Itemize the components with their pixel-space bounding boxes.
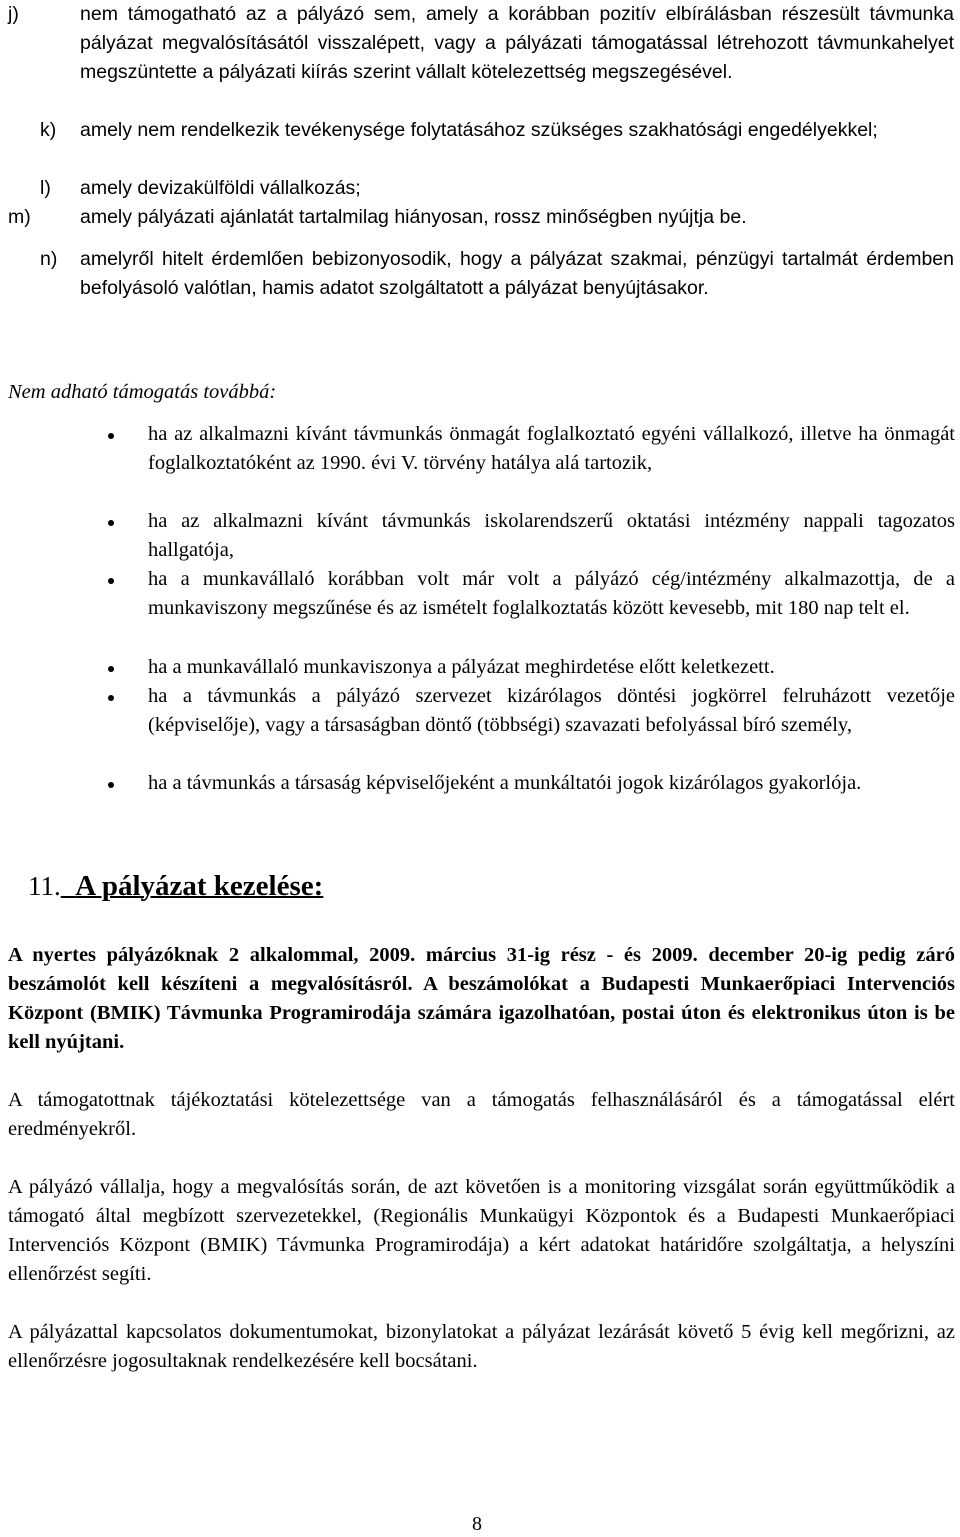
monitoring-paragraph: A pályázó vállalja, hogy a megvalósítás során, de azt követően is a monitoring vizsgálat során együttműködik a támogató által megbízott szervezetekkel, (Regionális Munkaügyi Központok és a Budapesti Munkaerőpiaci Intervenciós Központ (BMIK) Távmunka Programirodája) a kért adatokat határidőre szolgáltatja, a helyszíni ellenőrzést segíti. xyxy=(8,1176,955,1285)
list-item-n xyxy=(8,245,954,303)
bullet-item xyxy=(108,653,955,682)
bullet-item xyxy=(108,769,955,798)
bullet-item xyxy=(108,682,955,740)
list-text: amely devizakülföldi vállalkozás; xyxy=(80,177,361,199)
list-text: amely nem rendelkezik tevékenysége folytatásához szükséges szakhatósági engedélyekkel; xyxy=(80,119,878,141)
bullet-icon xyxy=(108,695,114,701)
list-text: nem támogatható az a pályázó sem, amely a korábban pozitív elbírálásban részesült távmunka pályázat megvalósításától visszalépett, vagy a pályázati támogatással létrehozott távmunkahelyet megszüntette a pályázati kiírás szerint vállalt kötelezettség megszegésével. xyxy=(80,3,954,83)
list-item-j xyxy=(8,0,954,87)
bullet-text: ha a távmunkás a pályázó szervezet kizárólagos döntési jogkörrel felruházott vezetője (képviselője), vagy a társaságban döntő (többségi) szavazati befolyással bíró személy, xyxy=(148,685,955,736)
bullet-icon xyxy=(108,520,114,526)
subheading: Nem adható támogatás továbbá: xyxy=(8,381,277,403)
list-label: k) xyxy=(40,119,57,141)
page-number: 8 xyxy=(472,1513,482,1535)
info-paragraph: A támogatottnak tájékoztatási kötelezettsége van a támogatás felhasználásáról és a támogatással elért eredményekről. xyxy=(8,1089,955,1140)
bullet-icon xyxy=(108,782,114,788)
bullet-text: ha az alkalmazni kívánt távmunkás önmagát foglalkoztató egyéni vállalkozó, illetve ha önmagát foglalkoztatóként az 1990. évi V. törvény hatálya alá tartozik, xyxy=(148,423,955,474)
list-text: amelyről hitelt érdemlően bebizonyosodik, hogy a pályázat szakmai, pénzügyi tartalmát érdemben befolyásoló valótlan, hamis adatot szolgáltatott a pályázat benyújtásakor. xyxy=(80,248,954,299)
list-text: amely pályázati ajánlatát tartalmilag hiányosan, rossz minőségben nyújtja be. xyxy=(80,206,747,228)
retention-paragraph: A pályázattal kapcsolatos dokumentumokat, bizonylatokat a pályázat lezárását követő 5 évig kell megőrizni, az ellenőrzésre jogosultaknak rendelkezésére kell bocsátani. xyxy=(8,1321,955,1372)
bullet-icon xyxy=(108,578,114,584)
bullet-text: ha a munkavállaló munkaviszonya a pályázat meghirdetése előtt keletkezett. xyxy=(148,656,775,678)
bullet-item xyxy=(108,420,955,478)
list-item-m xyxy=(8,203,954,232)
list-label: n) xyxy=(40,248,58,270)
list-label: j) xyxy=(8,3,19,25)
list-item-k xyxy=(8,116,954,145)
list-label: m) xyxy=(8,206,31,228)
bullet-text: ha a munkavállaló korábban volt már volt a pályázó cég/intézmény alkalmazottja, de a munkaviszony megszűnése és az ismételt foglalkoztatás között kevesebb, mit 180 nap telt el. xyxy=(148,568,955,619)
bullet-icon xyxy=(108,666,114,672)
list-item-l xyxy=(8,174,954,203)
bullet-item xyxy=(108,507,955,565)
bullet-icon xyxy=(108,433,114,439)
bullet-item xyxy=(108,565,955,623)
bullet-text: ha a távmunkás a társaság képviselőjeként a munkáltatói jogok kizárólagos gyakorlója. xyxy=(148,772,862,794)
section-number: 11. xyxy=(28,871,61,901)
section-heading xyxy=(28,866,323,906)
bullet-text: ha az alkalmazni kívánt távmunkás iskolarendszerű oktatási intézmény nappali tagozatos hallgatója, xyxy=(148,510,955,561)
list-label: l) xyxy=(40,177,51,199)
report-paragraph: A nyertes pályázóknak 2 alkalommal, 2009. március 31-ig rész - és 2009. december 20-ig pedig záró beszámolót kell készíteni a megvalósításról. A beszámolókat a Budapesti Munkaerőpiaci Intervenciós Központ (BMIK) Távmunka Programirodája számára igazolhatóan, postai úton és elektronikus úton is be kell nyújtani. xyxy=(8,944,955,1053)
section-title: A pályázat kezelése: xyxy=(75,870,324,902)
